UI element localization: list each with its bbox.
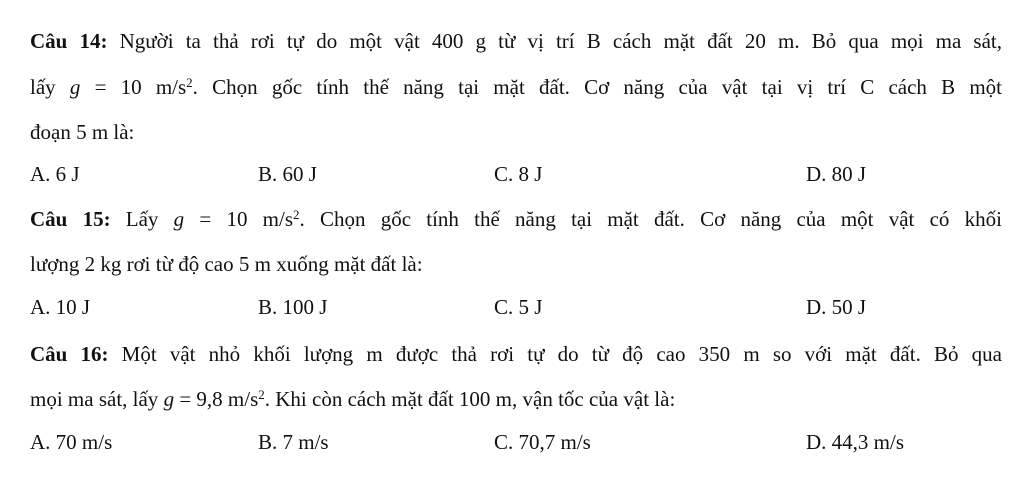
question-15-option-b: B. 100 J	[258, 295, 328, 319]
question-16-option-b: B. 7 m/s	[258, 430, 329, 454]
question-14-text-2a: lấy	[30, 75, 70, 99]
question-14-g-value: 10	[120, 75, 142, 99]
question-14-option-a: A. 6 J	[30, 162, 80, 186]
question-16-g-symbol: g	[163, 387, 175, 411]
question-16-line-2	[30, 385, 1002, 413]
question-15-option-d: D. 50 J	[806, 295, 867, 319]
question-15-text-1b: . Chọn gốc tính thế năng tại mặt đất. Cơ năng của một vật có khối	[299, 207, 1002, 231]
question-14-g-unit: m/s	[141, 75, 187, 99]
question-15-label: Câu 15:	[30, 207, 111, 231]
question-14-g-exponent: 2	[186, 75, 193, 90]
question-14-equals: =	[80, 75, 121, 99]
question-14-text-3: đoạn 5 m là:	[30, 120, 135, 144]
question-14-text-1: Người ta thả rơi tự do một vật 400 g từ vị trí B cách mặt đất 20 m. Bỏ qua mọi ma sát,	[107, 29, 1002, 53]
question-16-option-c: C. 70,7 m/s	[494, 430, 591, 454]
question-14-option-b: B. 60 J	[258, 162, 317, 186]
question-14-option-d: D. 80 J	[806, 162, 867, 186]
question-16-g-value: 9,8	[196, 387, 223, 411]
question-16-text-1: Một vật nhỏ khối lượng m được thả rơi tự do từ độ cao 350 m so với mặt đất. Bỏ qua	[108, 342, 1002, 366]
question-15-line-2	[30, 250, 1002, 278]
question-16-text-2b: . Khi còn cách mặt đất 100 m, vận tốc của vật là:	[264, 387, 676, 411]
question-16-g-exponent: 2	[258, 387, 265, 402]
question-14-line-3	[30, 118, 1002, 146]
question-16-equals: =	[174, 387, 197, 411]
question-15-option-c: C. 5 J	[494, 295, 543, 319]
question-14-line-1	[30, 27, 1002, 55]
question-16-option-d: D. 44,3 m/s	[806, 430, 905, 454]
question-15-option-a: A. 10 J	[30, 295, 91, 319]
question-14-option-c: C. 8 J	[494, 162, 543, 186]
question-15-line-1	[30, 205, 1002, 233]
question-15-text-2: lượng 2 kg rơi từ độ cao 5 m xuống mặt đất là:	[30, 252, 423, 276]
question-16-text-2a: mọi ma sát, lấy	[30, 387, 164, 411]
question-16-line-1	[30, 340, 1002, 368]
question-16-label: Câu 16:	[30, 342, 109, 366]
question-15-g-value: 10	[226, 207, 248, 231]
question-15-g-exponent: 2	[293, 207, 300, 222]
question-15-text-1a: Lấy	[110, 207, 174, 231]
question-16-g-unit: m/s	[222, 387, 259, 411]
question-15-g-symbol: g	[173, 207, 185, 231]
question-14-label: Câu 14:	[30, 29, 108, 53]
question-14-g-symbol: g	[69, 75, 81, 99]
question-14-text-2b: . Chọn gốc tính thế năng tại mặt đất. Cơ năng của vật tại vị trí C cách B một	[192, 75, 1003, 99]
question-15-equals: =	[184, 207, 227, 231]
question-14-line-2	[30, 73, 1002, 101]
question-16-option-a: A. 70 m/s	[30, 430, 113, 454]
question-15-g-unit: m/s	[247, 207, 294, 231]
